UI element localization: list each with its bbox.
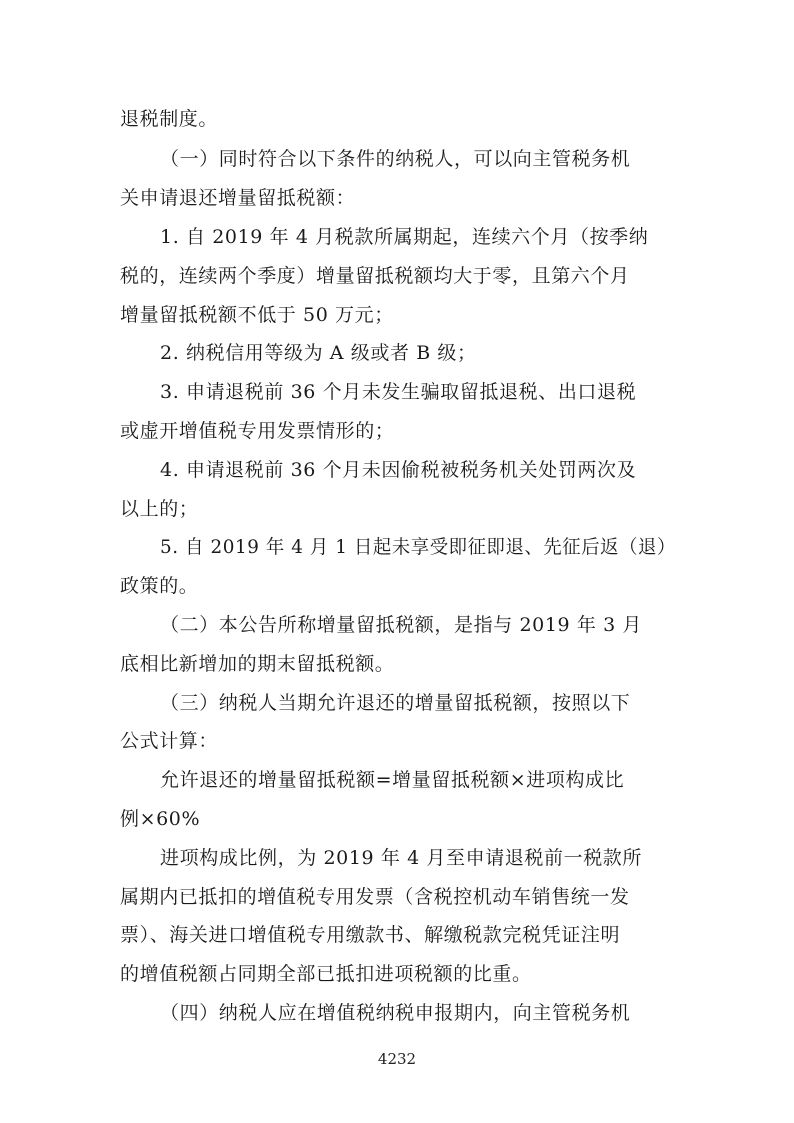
text-line: 4. 申请退税前 36 个月未因偷税被税务机关处罚两次及 <box>160 459 637 481</box>
text-line: 3. 申请退税前 36 个月未发生骗取留抵退税、出口退税 <box>160 381 637 403</box>
text-line: 底相比新增加的期末留抵税额。 <box>120 653 395 675</box>
text-line: 属期内已抵扣的增值税专用发票（含税控机动车销售统一发 <box>120 886 630 908</box>
text-line: 1. 自 2019 年 4 月税款所属期起，连续六个月（按季纳 <box>160 226 649 248</box>
text-line: 例×60% <box>120 808 201 830</box>
text-line: （四）纳税人应在增值税纳税申报期内，向主管税务机 <box>160 1002 631 1024</box>
text-line: （二）本公告所称增量留抵税额，是指与 2019 年 3 月 <box>160 614 643 636</box>
text-line: （三）纳税人当期允许退还的增量留抵税额，按照以下 <box>160 692 631 714</box>
text-line: 票）、海关进口增值税专用缴款书、解缴税款完税凭证注明 <box>120 924 621 946</box>
text-line: 2. 纳税信用等级为 A 级或者 B 级； <box>160 342 477 364</box>
text-line: 增量留抵税额不低于 50 万元； <box>120 304 394 326</box>
text-line: 5. 自 2019 年 4 月 1 日起未享受即征即退、先征后返（退） <box>160 536 676 558</box>
text-line: 税的，连续两个季度）增量留抵税额均大于零，且第六个月 <box>120 265 630 287</box>
text-line: 退税制度。 <box>120 108 219 130</box>
text-line: 公式计算： <box>120 730 219 752</box>
text-line: 以上的； <box>120 498 199 520</box>
text-line: （一）同时符合以下条件的纳税人，可以向主管税务机 <box>160 148 631 170</box>
text-line: 允许退还的增量留抵税额=增量留抵税额×进项构成比 <box>160 769 625 791</box>
page-number: 4232 <box>377 1050 417 1068</box>
text-line: 政策的。 <box>120 575 199 597</box>
text-line: 进项构成比例，为 2019 年 4 月至申请退税前一税款所 <box>160 847 643 869</box>
text-line: 的增值税额占同期全部已抵扣进项税额的比重。 <box>120 963 532 985</box>
text-line: 关申请退还增量留抵税额： <box>120 187 356 209</box>
text-line: 或虚开增值税专用发票情形的； <box>120 420 395 442</box>
